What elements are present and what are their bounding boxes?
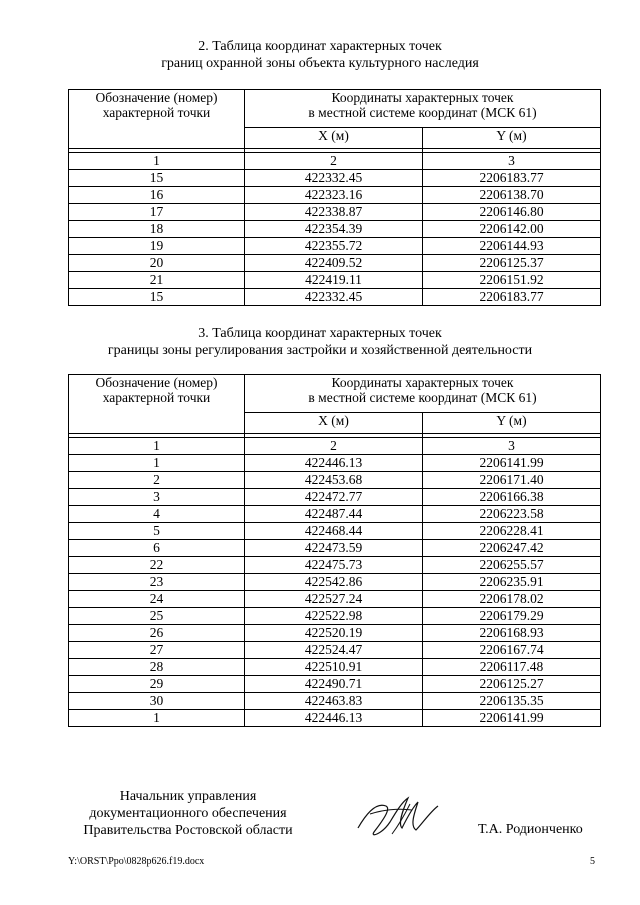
table1-colnum-2: 2 (245, 153, 423, 170)
x-cell: 422468.44 (245, 523, 423, 540)
table1-body (69, 170, 601, 306)
table2-header-coords-line1: Координаты характерных точек (331, 375, 514, 390)
table1-column-numbers (69, 153, 601, 170)
table2-caption-line2: границы зоны регулирования застройки и хозяйственной деятельности (107, 343, 533, 358)
table1-header-point-line1: Обозначение (номер) (95, 90, 218, 105)
point-cell: 1 (69, 455, 245, 472)
table-row (69, 272, 601, 289)
table1-header-x: X (м) (245, 128, 423, 149)
y-cell: 2206247.42 (423, 540, 601, 557)
table2-caption (0, 325, 640, 359)
x-cell: 422527.24 (245, 591, 423, 608)
y-cell: 2206151.92 (423, 272, 601, 289)
signatory-position (70, 788, 306, 839)
x-cell: 422355.72 (245, 238, 423, 255)
table2-colnum-1: 1 (69, 438, 245, 455)
table2-caption-line1: 3. Таблица координат характерных точек (198, 326, 442, 341)
x-cell: 422520.19 (245, 625, 423, 642)
table2-colnum-3: 3 (423, 438, 601, 455)
table1-header-point (69, 90, 245, 149)
table-row (69, 506, 601, 523)
y-cell: 2206255.57 (423, 557, 601, 574)
point-cell: 19 (69, 238, 245, 255)
x-cell: 422446.13 (245, 455, 423, 472)
table2-header-coords-line2: в местной системе координат (МСК 61) (308, 390, 537, 405)
table1-header-y: Y (м) (423, 128, 601, 149)
point-cell: 22 (69, 557, 245, 574)
point-cell: 25 (69, 608, 245, 625)
footer-file-path: Y:\ORST\Ppo\0828p626.f19.docx (68, 856, 205, 867)
point-cell: 6 (69, 540, 245, 557)
table-row (69, 540, 601, 557)
table2-header-y: Y (м) (423, 413, 601, 434)
handwritten-signature-icon (352, 784, 442, 844)
table-row (69, 255, 601, 272)
point-cell: 2 (69, 472, 245, 489)
x-cell: 422473.59 (245, 540, 423, 557)
y-cell: 2206223.58 (423, 506, 601, 523)
x-cell: 422475.73 (245, 557, 423, 574)
x-cell: 422522.98 (245, 608, 423, 625)
point-cell: 3 (69, 489, 245, 506)
table-row (69, 289, 601, 306)
table2-header-point-line2: характерной точки (102, 390, 211, 405)
y-cell: 2206183.77 (423, 289, 601, 306)
table2-column-numbers (69, 438, 601, 455)
x-cell: 422338.87 (245, 204, 423, 221)
table1-colnum-3: 3 (423, 153, 601, 170)
y-cell: 2206146.80 (423, 204, 601, 221)
point-cell: 15 (69, 170, 245, 187)
point-cell: 23 (69, 574, 245, 591)
x-cell: 422323.16 (245, 187, 423, 204)
table-row (69, 238, 601, 255)
table-row (69, 608, 601, 625)
page-number: 5 (590, 856, 595, 867)
table-row (69, 221, 601, 238)
point-cell: 15 (69, 289, 245, 306)
x-cell: 422487.44 (245, 506, 423, 523)
point-cell: 29 (69, 676, 245, 693)
table2-header-coords (245, 375, 601, 413)
point-cell: 1 (69, 710, 245, 727)
table2-header-point (69, 375, 245, 434)
table-row (69, 710, 601, 727)
y-cell: 2206144.93 (423, 238, 601, 255)
y-cell: 2206235.91 (423, 574, 601, 591)
x-cell: 422524.47 (245, 642, 423, 659)
y-cell: 2206125.27 (423, 676, 601, 693)
point-cell: 27 (69, 642, 245, 659)
table1-caption (0, 38, 640, 72)
table1-caption-line2: границ охранной зоны объекта культурного наследия (161, 56, 479, 71)
point-cell: 21 (69, 272, 245, 289)
y-cell: 2206125.37 (423, 255, 601, 272)
point-cell: 28 (69, 659, 245, 676)
table2-colnum-2: 2 (245, 438, 423, 455)
point-cell: 24 (69, 591, 245, 608)
y-cell: 2206117.48 (423, 659, 601, 676)
table-row (69, 170, 601, 187)
x-cell: 422354.39 (245, 221, 423, 238)
table-row (69, 455, 601, 472)
point-cell: 5 (69, 523, 245, 540)
table2-coordinates (68, 374, 601, 727)
y-cell: 2206167.74 (423, 642, 601, 659)
table1-header-coords-line1: Координаты характерных точек (331, 90, 514, 105)
point-cell: 18 (69, 221, 245, 238)
table1-header-coords-line2: в местной системе координат (МСК 61) (308, 105, 537, 120)
table2-body (69, 455, 601, 727)
x-cell: 422510.91 (245, 659, 423, 676)
x-cell: 422453.68 (245, 472, 423, 489)
table-row (69, 676, 601, 693)
table1-colnum-1: 1 (69, 153, 245, 170)
y-cell: 2206171.40 (423, 472, 601, 489)
table-row (69, 472, 601, 489)
x-cell: 422472.77 (245, 489, 423, 506)
signer-name: Т.А. Родионченко (478, 822, 583, 837)
table-row (69, 187, 601, 204)
table-row (69, 693, 601, 710)
x-cell: 422332.45 (245, 289, 423, 306)
y-cell: 2206179.29 (423, 608, 601, 625)
table2-header-point-line1: Обозначение (номер) (95, 375, 218, 390)
x-cell: 422446.13 (245, 710, 423, 727)
table-row (69, 659, 601, 676)
y-cell: 2206228.41 (423, 523, 601, 540)
table-row (69, 204, 601, 221)
table1-header-coords (245, 90, 601, 128)
y-cell: 2206141.99 (423, 710, 601, 727)
x-cell: 422332.45 (245, 170, 423, 187)
table1-caption-line1: 2. Таблица координат характерных точек (198, 39, 442, 54)
x-cell: 422542.86 (245, 574, 423, 591)
table-row (69, 625, 601, 642)
table-row (69, 523, 601, 540)
y-cell: 2206183.77 (423, 170, 601, 187)
signatory-position-line2: документационного обеспечения (89, 806, 287, 821)
table1-coordinates (68, 89, 601, 306)
x-cell: 422419.11 (245, 272, 423, 289)
x-cell: 422409.52 (245, 255, 423, 272)
y-cell: 2206141.99 (423, 455, 601, 472)
table-row (69, 574, 601, 591)
y-cell: 2206166.38 (423, 489, 601, 506)
table-row (69, 642, 601, 659)
y-cell: 2206178.02 (423, 591, 601, 608)
x-cell: 422490.71 (245, 676, 423, 693)
signatory-position-line1: Начальник управления (119, 789, 257, 804)
signatory-position-line3: Правительства Ростовской области (83, 823, 293, 838)
point-cell: 30 (69, 693, 245, 710)
y-cell: 2206142.00 (423, 221, 601, 238)
point-cell: 4 (69, 506, 245, 523)
point-cell: 26 (69, 625, 245, 642)
y-cell: 2206138.70 (423, 187, 601, 204)
table2-header-x: X (м) (245, 413, 423, 434)
y-cell: 2206135.35 (423, 693, 601, 710)
point-cell: 16 (69, 187, 245, 204)
x-cell: 422463.83 (245, 693, 423, 710)
point-cell: 20 (69, 255, 245, 272)
table-row (69, 591, 601, 608)
point-cell: 17 (69, 204, 245, 221)
y-cell: 2206168.93 (423, 625, 601, 642)
table1-header-point-line2: характерной точки (102, 105, 211, 120)
table-row (69, 489, 601, 506)
table-row (69, 557, 601, 574)
